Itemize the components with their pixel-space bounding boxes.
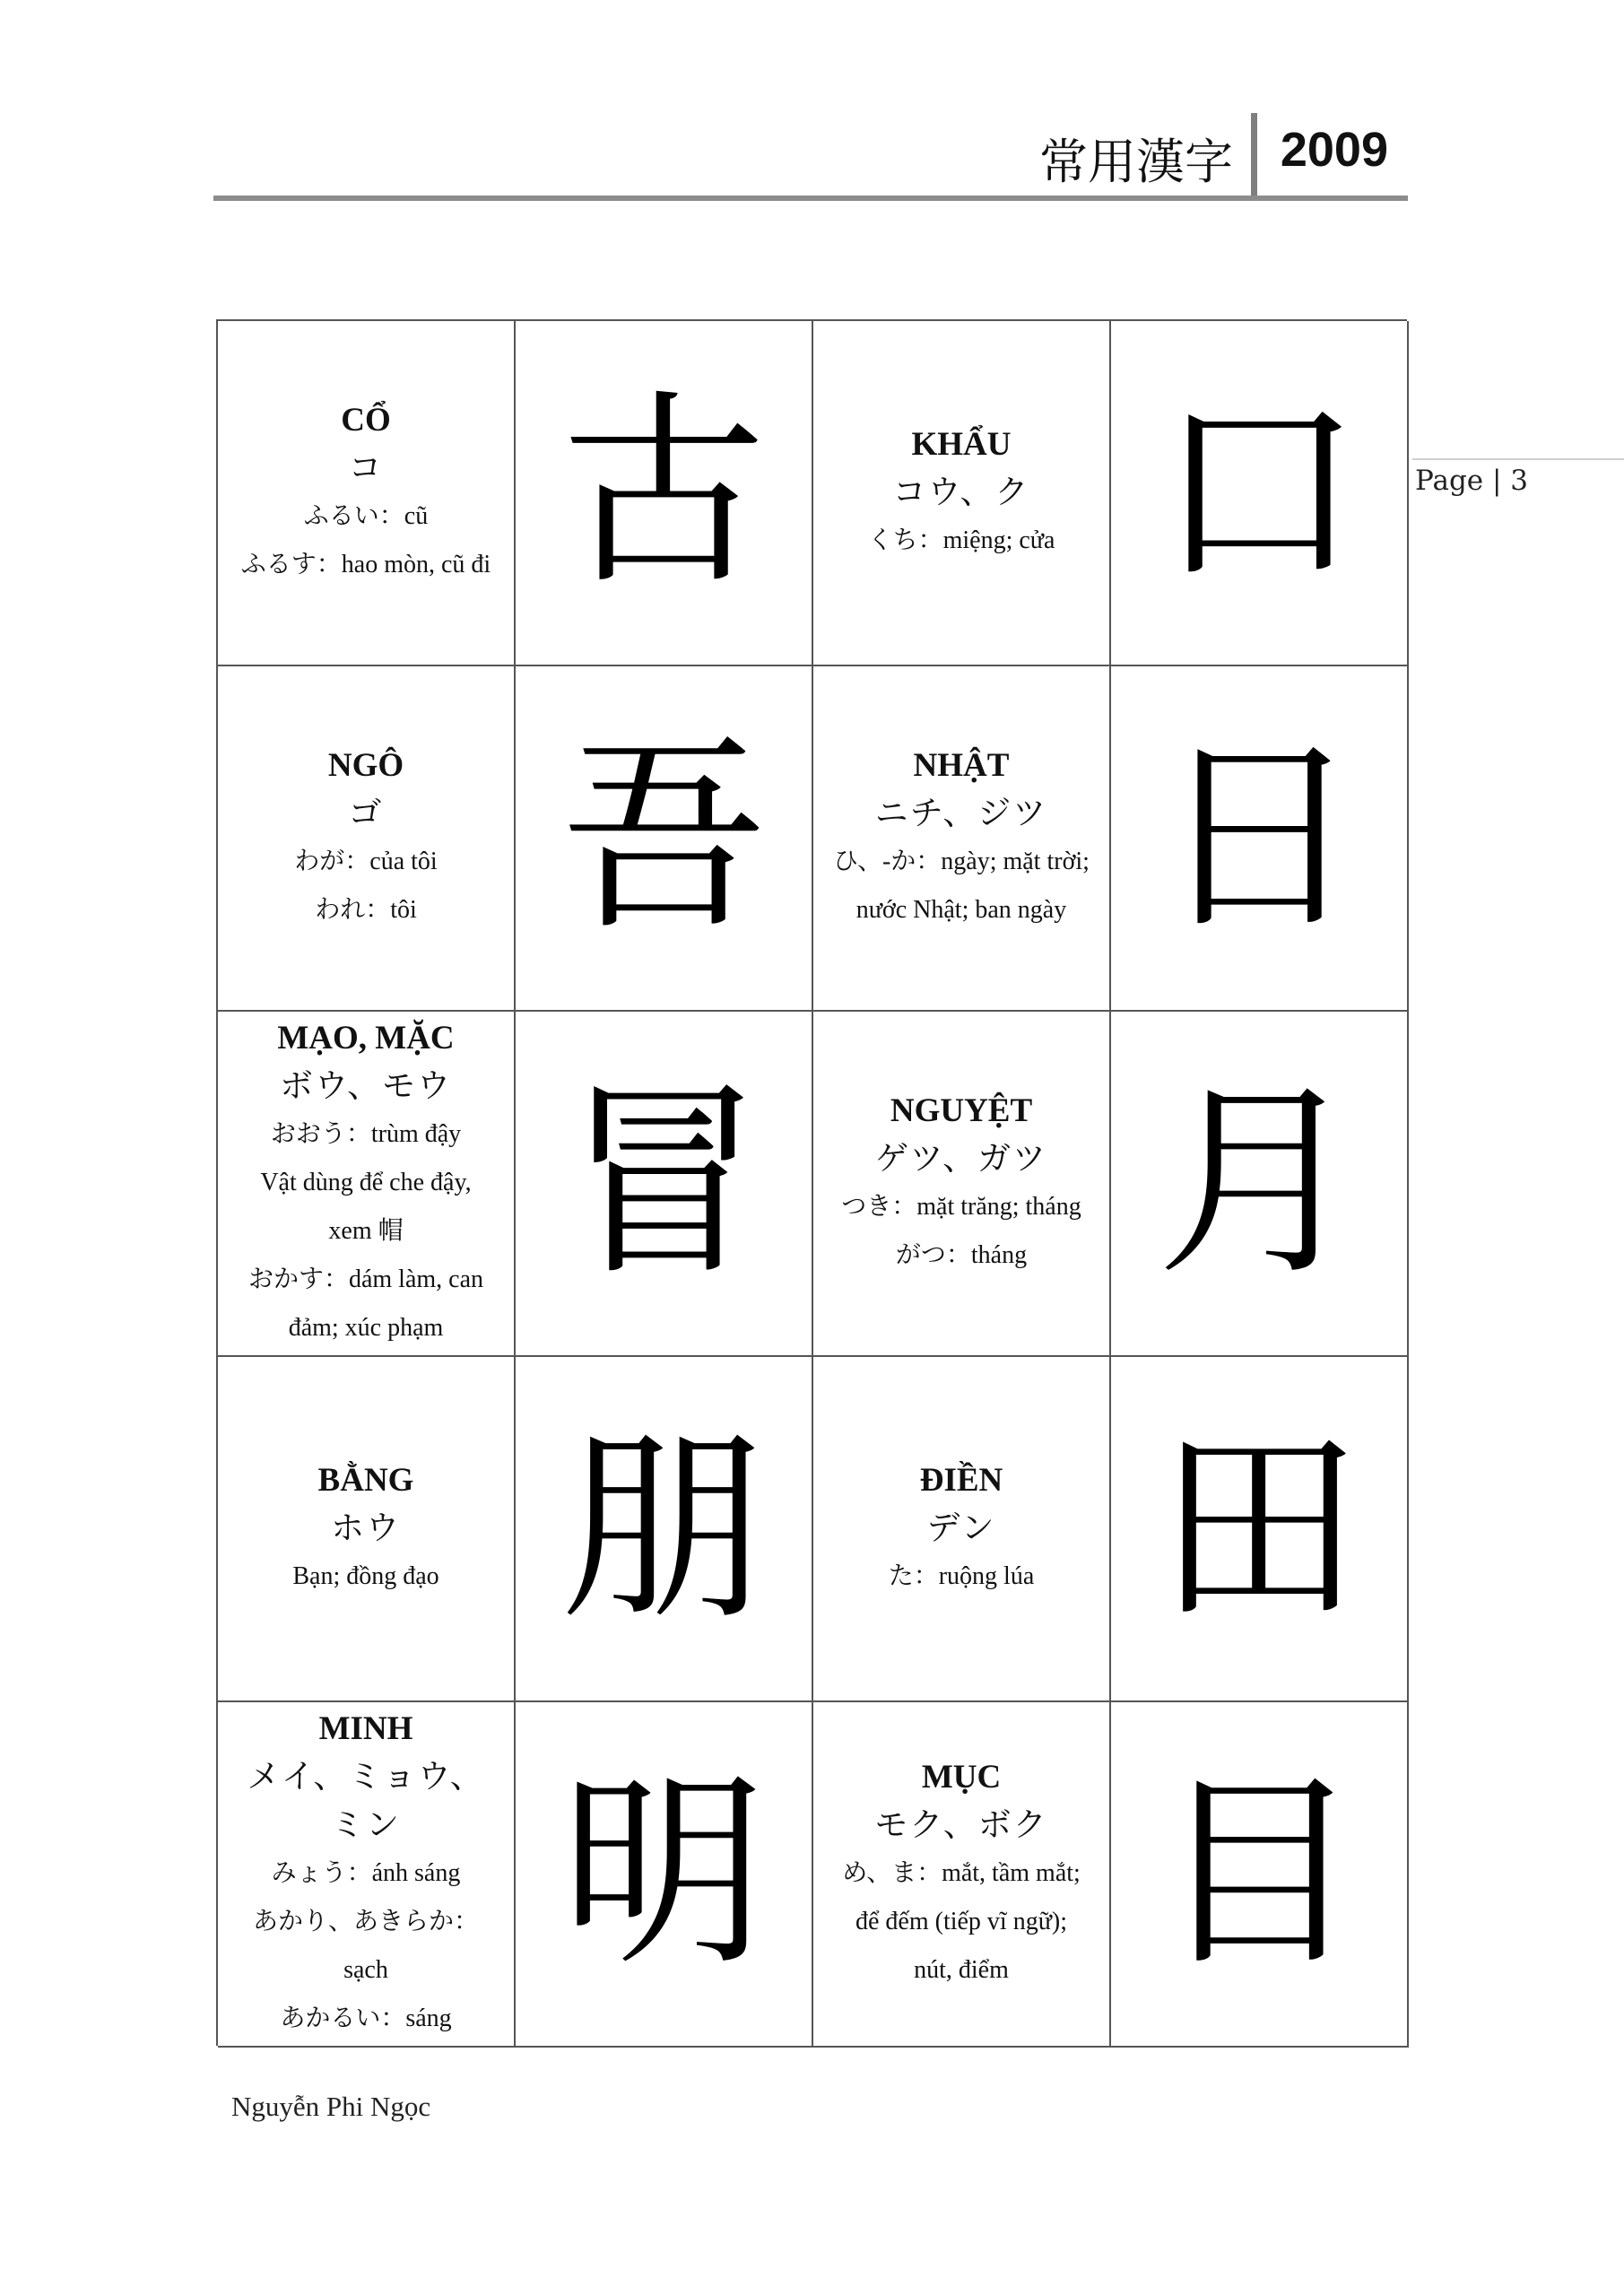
sino-vietnamese-reading: CỔ [341, 401, 391, 439]
sino-vietnamese-reading: MINH [318, 1709, 413, 1747]
kanji-info-cell [813, 1357, 1111, 1702]
onyomi-reading: コ [348, 448, 384, 487]
kanji-character-cell [516, 1012, 813, 1357]
kanji-character-cell [516, 1357, 813, 1702]
kanji-character: 朋 [560, 1408, 767, 1648]
meaning-line: た：ruộng lúa [888, 1561, 1035, 1590]
kanji-character-cell [516, 321, 813, 666]
kanji-info-cell [813, 1012, 1111, 1357]
kanji-info-cell [813, 666, 1111, 1012]
meaning-line: đảm; xúc phạm [288, 1313, 444, 1342]
footer-author: Nguyễn Phi Ngọc [231, 2091, 431, 2122]
kanji-character: 田 [1155, 1408, 1362, 1648]
meaning-line: くち：miệng; cửa [867, 526, 1055, 554]
meaning-line: xem 帽 [328, 1216, 404, 1245]
sino-vietnamese-reading: NGUYỆT [890, 1091, 1033, 1129]
header-rule [213, 196, 1408, 201]
kanji-character: 目 [1155, 1753, 1362, 1994]
onyomi-reading: ボウ、モウ [279, 1065, 453, 1105]
onyomi-reading: モク、ボク [874, 1805, 1048, 1844]
meaning-line: Bạn; đồng đạo [292, 1561, 439, 1590]
onyomi-reading: コウ、ク [892, 472, 1030, 511]
sino-vietnamese-reading: NHẬT [913, 746, 1010, 784]
meaning-line: つき：mặt trăng; tháng [841, 1192, 1081, 1221]
kanji-table [216, 319, 1407, 2046]
kanji-character: 吾 [560, 718, 767, 958]
kanji-character: 古 [560, 372, 767, 613]
kanji-character-cell [1111, 321, 1409, 666]
page-number: Page | 3 [1415, 465, 1529, 497]
sino-vietnamese-reading: ĐIỀN [919, 1461, 1003, 1499]
meaning-line: みょう：ánh sáng [271, 1858, 461, 1887]
meaning-line: để đếm (tiếp vĩ ngữ); [855, 1907, 1067, 1935]
meaning-line: おおう：trùm đậy [270, 1119, 462, 1148]
onyomi-reading: ニチ、ジツ [874, 793, 1048, 832]
kanji-info-cell [218, 321, 516, 666]
meaning-line: nút, điểm [914, 1955, 1009, 1984]
meaning-line: おかす：dám làm, can [248, 1265, 484, 1293]
meaning-line: ふるい：cũ [303, 501, 429, 530]
meaning-line: あかるい：sáng [280, 2004, 452, 2032]
meaning-line: sạch [343, 1955, 388, 1984]
header-separator [1251, 113, 1257, 199]
meaning-line: ふるす：hao mòn, cũ đi [240, 550, 491, 578]
header-year: 2009 [1280, 123, 1388, 177]
kanji-character: 月 [1155, 1063, 1362, 1303]
meaning-line: Vật dùng để che đậy, [260, 1168, 472, 1196]
meaning-line: nước Nhật; ban ngày [855, 895, 1067, 924]
kanji-info-cell [218, 1012, 516, 1357]
kanji-character-cell [1111, 1702, 1409, 2048]
kanji-character-cell [1111, 1357, 1409, 1702]
kanji-character-cell [516, 666, 813, 1012]
onyomi-reading: ホウ [331, 1508, 401, 1547]
meaning-line: あかり、あきらか： [252, 1907, 479, 1935]
meaning-line: われ：tôi [315, 895, 417, 924]
kanji-character-cell [516, 1702, 813, 2048]
kanji-info-cell [218, 1357, 516, 1702]
meaning-line: がつ：tháng [895, 1240, 1028, 1269]
sino-vietnamese-reading: BẰNG [317, 1461, 414, 1499]
kanji-character: 冒 [560, 1063, 767, 1303]
onyomi-reading: メイ、ミョウ、ミン [247, 1756, 485, 1844]
meaning-line: ひ、-か：ngày; mặt trời; [833, 847, 1090, 875]
sino-vietnamese-reading: MỤC [921, 1758, 1002, 1796]
kanji-info-cell [813, 321, 1111, 666]
kanji-info-cell [218, 666, 516, 1012]
kanji-character-cell [1111, 1012, 1409, 1357]
onyomi-reading: ゴ [348, 793, 384, 832]
onyomi-reading: ゲツ、ガツ [874, 1138, 1048, 1178]
kanji-info-cell [218, 1702, 516, 2048]
onyomi-reading: デン [926, 1508, 996, 1547]
sino-vietnamese-reading: MẠO, MẶC [277, 1019, 455, 1057]
kanji-character: 口 [1155, 372, 1362, 613]
kanji-character: 日 [1155, 718, 1362, 958]
page-header [213, 108, 1408, 201]
sino-vietnamese-reading: KHẨU [911, 425, 1012, 463]
page-number-rule [1412, 458, 1624, 460]
sino-vietnamese-reading: NGÔ [327, 746, 404, 784]
kanji-info-cell [813, 1702, 1111, 2048]
meaning-line: わが：của tôi [294, 847, 438, 875]
meaning-line: め、ま：mắt, tầm mắt; [842, 1858, 1081, 1887]
kanji-character: 明 [560, 1753, 767, 1994]
kanji-character-cell [1111, 666, 1409, 1012]
header-title: 常用漢字 [1039, 134, 1233, 190]
